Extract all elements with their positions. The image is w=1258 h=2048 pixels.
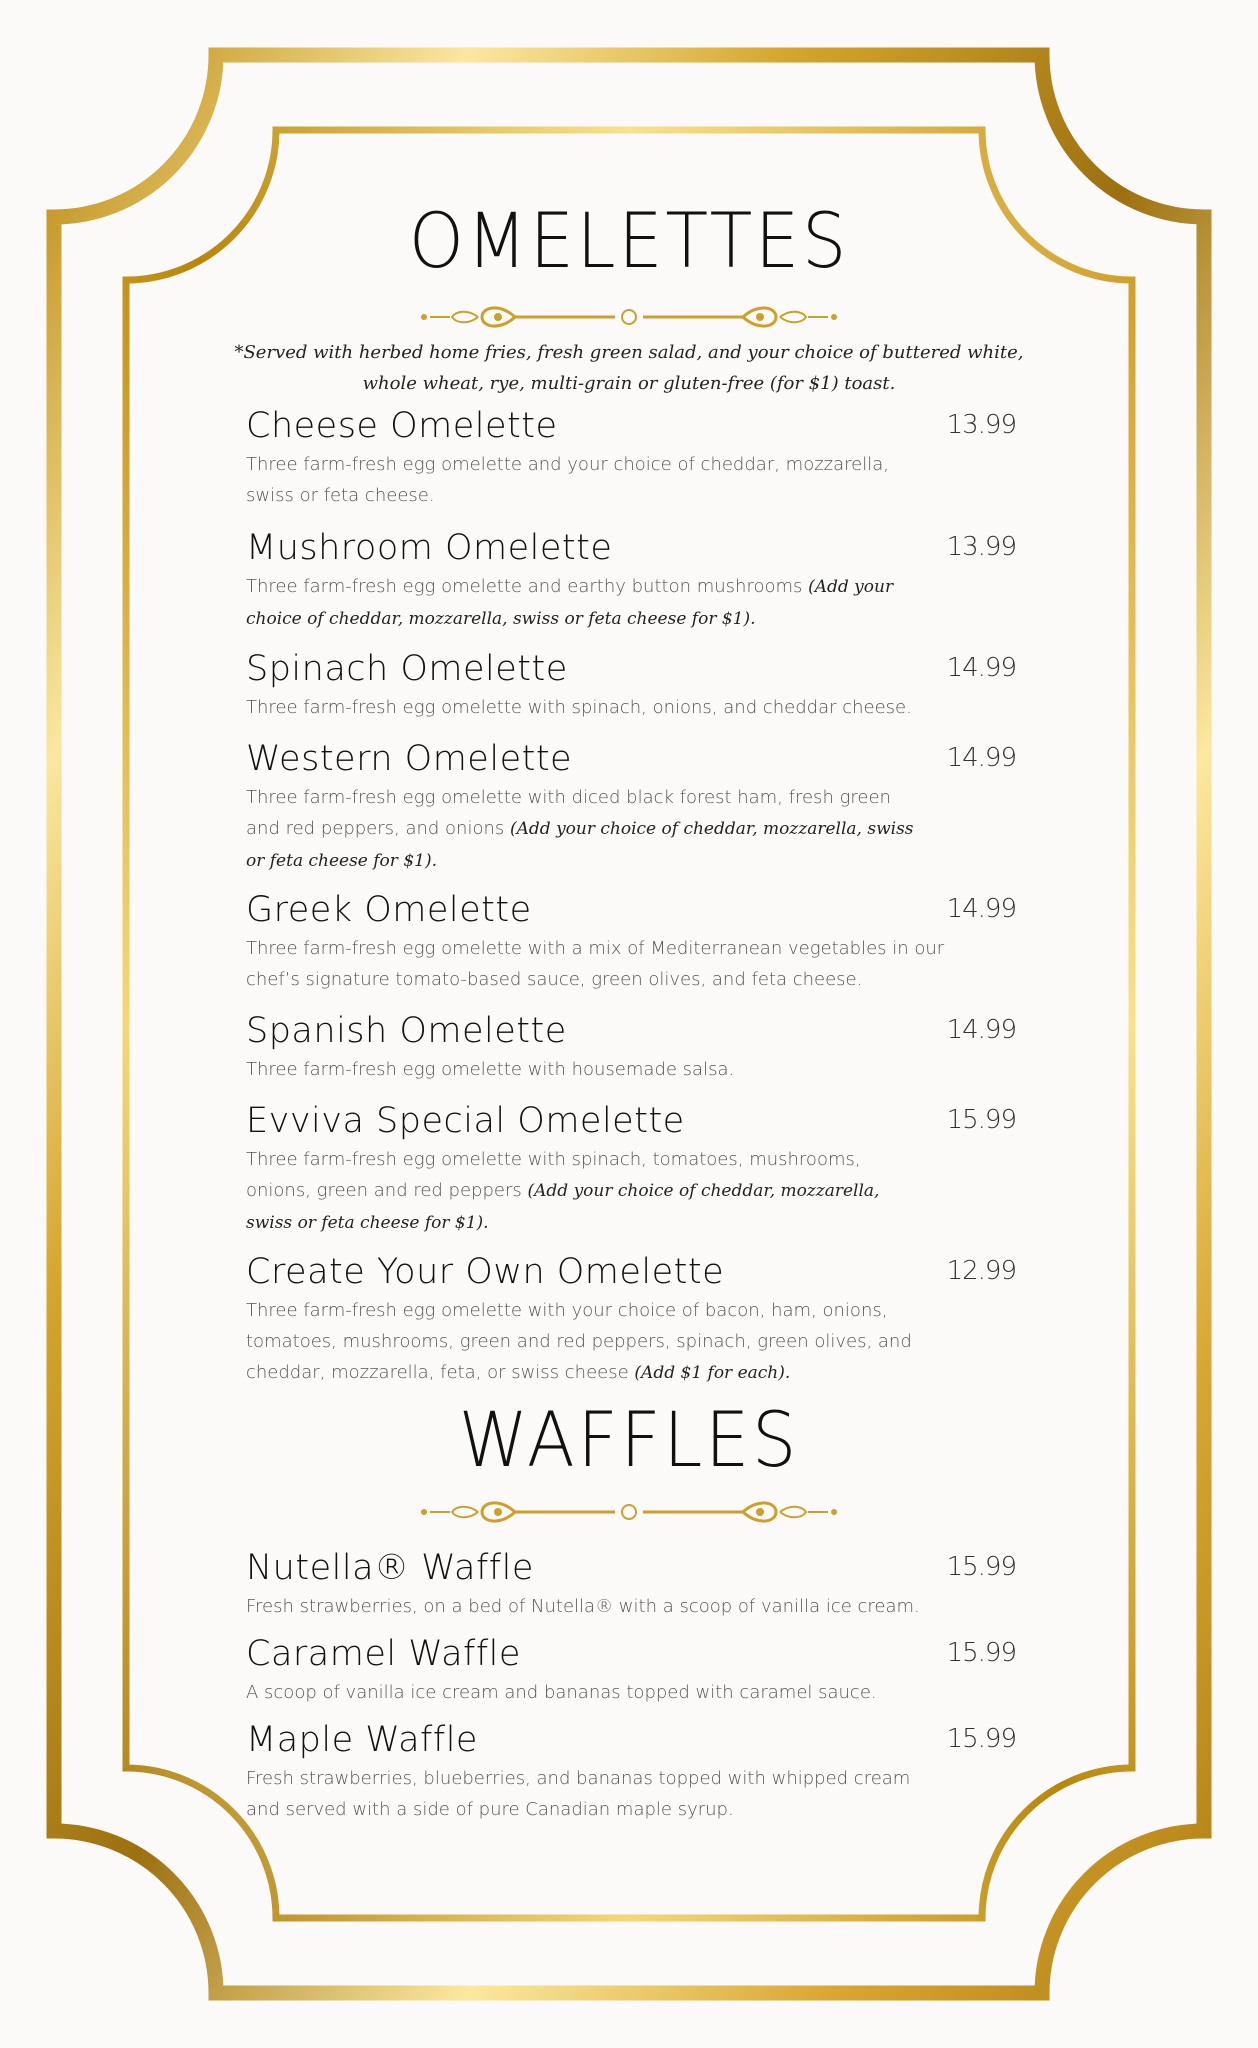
item-name: Maple Waffle — [246, 1720, 478, 1760]
item-name: Create Your Own Omelette — [246, 1252, 725, 1292]
description-text: and served with a side of pure Canadian maple syrup. — [246, 1799, 734, 1820]
description-line — [246, 1207, 966, 1239]
description-text: chef’s signature tomato-based sauce, green olives, and feta cheese. — [246, 969, 863, 990]
item-description — [246, 1591, 966, 1622]
description-line — [246, 1295, 966, 1326]
description-line — [246, 1794, 966, 1825]
description-note: (Add your choice of cheddar, mozzarella, — [527, 1181, 880, 1201]
description-note: (Add your choice of cheddar, mozzarella, swiss — [510, 819, 914, 839]
description-note: (Add your — [808, 577, 894, 597]
description-line — [246, 782, 966, 813]
description-text: Three farm-fresh egg omelette with a mix of Mediterranean vegetables in our — [246, 938, 945, 959]
item-name: Caramel Waffle — [246, 1634, 521, 1674]
description-line — [246, 603, 966, 635]
item-price: 14.99 — [946, 1015, 1016, 1045]
item-price: 14.99 — [946, 894, 1016, 924]
item-price: 14.99 — [946, 653, 1016, 683]
description-line — [246, 845, 966, 877]
item-price: 15.99 — [946, 1638, 1016, 1668]
description-line — [246, 1357, 966, 1389]
item-name: Mushroom Omelette — [246, 528, 613, 568]
item-description — [246, 782, 966, 877]
description-line — [246, 1054, 966, 1085]
omelettes-title: OMELETTES — [408, 196, 850, 285]
description-line — [246, 1326, 966, 1357]
note-line: *Served with herbed home fries, fresh green salad, and your choice of buttered white, — [234, 342, 1024, 363]
item-price: 13.99 — [946, 532, 1016, 562]
ornament-divider — [0, 297, 1258, 337]
description-line — [246, 1763, 966, 1794]
description-line — [246, 813, 966, 845]
description-text: swiss or feta cheese. — [246, 485, 435, 506]
item-name: Western Omelette — [246, 739, 573, 779]
description-text: and red peppers, and onions — [246, 818, 510, 839]
description-line — [246, 480, 966, 511]
item-name: Spinach Omelette — [246, 649, 568, 689]
description-note: or feta cheese for $1). — [246, 851, 437, 871]
item-description — [246, 571, 966, 635]
waffles-title: WAFFLES — [458, 1395, 800, 1484]
description-note: (Add $1 for each). — [634, 1363, 791, 1383]
description-line — [246, 1591, 966, 1622]
description-note: choice of cheddar, mozzarella, swiss or feta cheese for $1). — [246, 609, 756, 629]
item-price: 15.99 — [946, 1724, 1016, 1754]
item-price: 13.99 — [946, 410, 1016, 440]
item-description — [246, 449, 966, 511]
item-description — [246, 1295, 966, 1389]
item-price: 14.99 — [946, 743, 1016, 773]
ornament-divider — [0, 1492, 1258, 1532]
description-text: tomatoes, mushrooms, green and red peppers, spinach, green olives, and — [246, 1331, 912, 1352]
item-price: 15.99 — [946, 1552, 1016, 1582]
description-text: Three farm-fresh egg omelette with spinach, onions, and cheddar cheese. — [246, 697, 912, 718]
description-text: onions, green and red peppers — [246, 1180, 528, 1201]
description-line — [246, 692, 966, 723]
description-line — [246, 964, 966, 995]
item-name: Cheese Omelette — [246, 406, 558, 446]
description-text: Three farm-fresh egg omelette with spinach, tomatoes, mushrooms, — [246, 1149, 861, 1170]
note-line: whole wheat, rye, multi-grain or gluten-free (for $1) toast. — [362, 373, 896, 394]
item-price: 15.99 — [946, 1105, 1016, 1135]
item-description — [246, 1144, 966, 1239]
description-line — [246, 1144, 966, 1175]
description-line — [246, 571, 966, 603]
description-line — [246, 1175, 966, 1207]
description-line — [246, 449, 966, 480]
item-price: 12.99 — [946, 1256, 1016, 1286]
item-description — [246, 933, 966, 995]
description-text: Three farm-fresh egg omelette with housemade salsa. — [246, 1059, 735, 1080]
item-description — [246, 1054, 966, 1085]
item-name: Nutella® Waffle — [246, 1548, 534, 1588]
description-text: Three farm-fresh egg omelette with your choice of bacon, ham, onions, — [246, 1300, 888, 1321]
item-description — [246, 1763, 966, 1825]
item-name: Spanish Omelette — [246, 1011, 567, 1051]
item-description — [246, 1677, 966, 1708]
description-text: cheddar, mozzarella, feta, or swiss cheese — [246, 1362, 635, 1383]
description-line — [246, 933, 966, 964]
description-note: swiss or feta cheese for $1). — [246, 1213, 489, 1233]
description-text: Fresh strawberries, blueberries, and bananas topped with whipped cream — [246, 1768, 911, 1789]
omelettes-note — [0, 337, 1258, 399]
description-text: A scoop of vanilla ice cream and bananas topped with caramel sauce. — [246, 1682, 877, 1703]
description-text: Fresh strawberries, on a bed of Nutella® with a scoop of vanilla ice cream. — [246, 1596, 920, 1617]
item-description — [246, 692, 966, 723]
description-text: Three farm-fresh egg omelette and earthy button mushrooms — [246, 576, 809, 597]
item-name: Evviva Special Omelette — [246, 1101, 685, 1141]
description-text: Three farm-fresh egg omelette with diced black forest ham, fresh green — [246, 787, 891, 808]
description-text: Three farm-fresh egg omelette and your choice of cheddar, mozzarella, — [246, 454, 889, 475]
description-line — [246, 1677, 966, 1708]
item-name: Greek Omelette — [246, 890, 532, 930]
